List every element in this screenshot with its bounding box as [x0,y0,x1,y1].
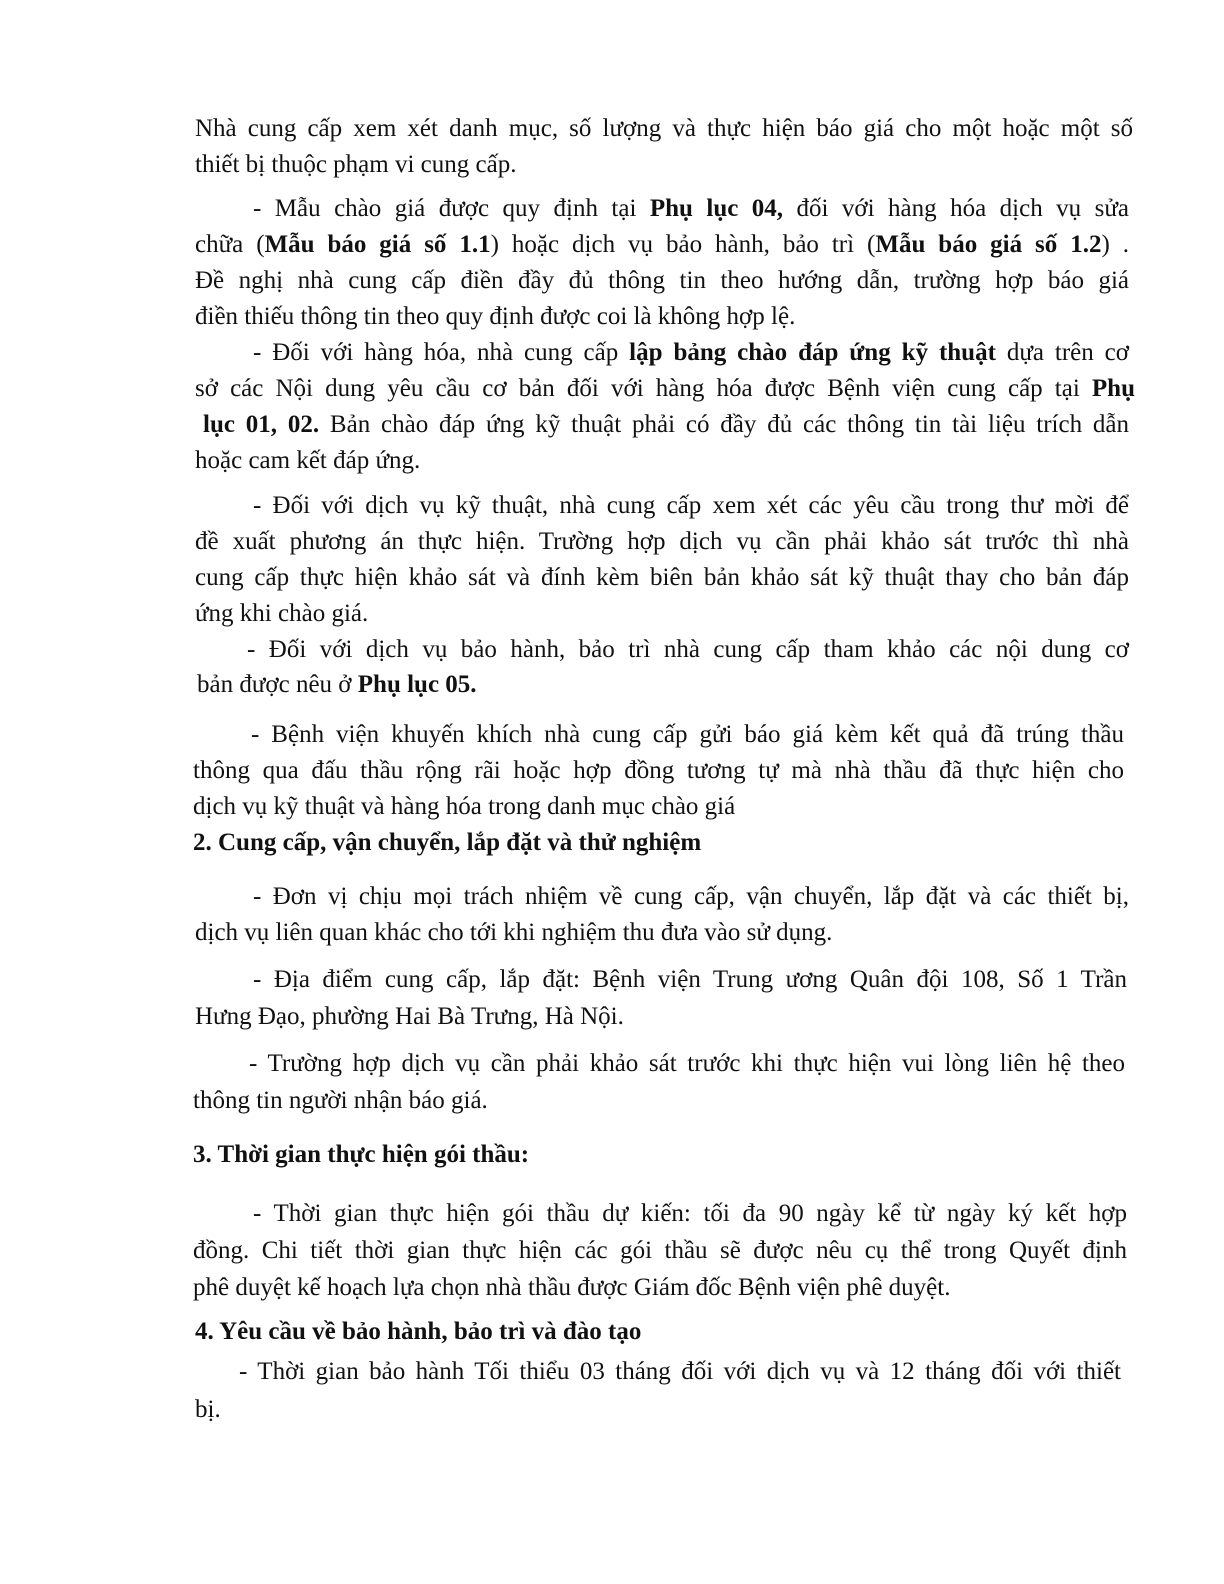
text: sở các Nội dung yêu cầu cơ bản đối với hàng hóa được Bệnh viện cung cấp tại [195,375,1092,402]
paragraph-line: Hưng Đạo, phường Hai Bà Trưng, Hà Nội. [195,1003,624,1030]
paragraph-line: dịch vụ kỹ thuật và hàng hóa trong danh mục chào giá [193,793,736,820]
paragraph-line: đề xuất phương án thực hiện. Trường hợp dịch vụ cần phải khảo sát trước thì nhà [195,528,1129,555]
text: chữa ( [195,231,265,258]
paragraph-line: phê duyệt kế hoạch lựa chọn nhà thầu được Giám đốc Bệnh viện phê duyệt. [193,1274,951,1301]
section-heading-4: 4. Yêu cầu về bảo hành, bảo trì và đào tạo [195,1318,642,1345]
paragraph-line: thiết bị thuộc phạm vi cung cấp. [195,151,517,178]
section-heading-3: 3. Thời gian thực hiện gói thầu: [193,1141,530,1168]
paragraph-line: cung cấp thực hiện khảo sát và đính kèm biên bản khảo sát kỹ thuật thay cho bản đáp [195,564,1129,591]
text: ) . [1101,231,1129,258]
bold-reference: lục 01, 02. [203,411,320,438]
paragraph-line [253,338,1129,368]
paragraph-line [197,670,477,700]
text: - Đối với hàng hóa, nhà cung cấp [253,339,630,366]
paragraph-line [195,374,1135,404]
paragraph-line: - Đối với dịch vụ bảo hành, bảo trì nhà cung cấp tham khảo các nội dung cơ [247,636,1129,663]
paragraph-line: - Đơn vị chịu mọi trách nhiệm về cung cấp, vận chuyển, lắp đặt và các thiết bị, [253,883,1129,910]
text: Bản chào đáp ứng kỹ thuật phải có đầy đủ các thông tin tài liệu trích dẫn [319,411,1130,438]
paragraph-line: - Thời gian bảo hành Tối thiểu 03 tháng đối với dịch vụ và 12 tháng đối với thiết [239,1358,1121,1385]
bold-reference: Phụ [1091,375,1135,402]
paragraph-line: Đề nghị nhà cung cấp điền đầy đủ thông tin theo hướng dẫn, trường hợp báo giá [195,267,1129,294]
paragraph-line: ứng khi chào giá. [195,600,369,627]
paragraph-line: điền thiếu thông tin theo quy định được coi là không hợp lệ. [195,303,796,330]
paragraph-line: thông tin người nhận báo giá. [193,1087,488,1114]
text: đối với hàng hóa dịch vụ sửa [783,195,1129,222]
bold-reference: Phụ lục 05. [357,671,477,698]
paragraph-line [253,194,1129,224]
paragraph-line [195,230,1129,260]
bold-emphasis: lập bảng chào đáp ứng kỹ thuật [629,339,996,366]
section-heading-2: 2. Cung cấp, vận chuyển, lắp đặt và thử nghiệm [193,829,702,856]
paragraph-line: - Trường hợp dịch vụ cần phải khảo sát trước khi thực hiện vui lòng liên hệ theo [249,1050,1125,1077]
paragraph-line: - Thời gian thực hiện gói thầu dự kiến: tối đa 90 ngày kể từ ngày ký kết hợp [253,1200,1127,1227]
bold-reference: Phụ lục 04, [649,195,784,222]
paragraph-line: đồng. Chi tiết thời gian thực hiện các gói thầu sẽ được nêu cụ thể trong Quyết định [193,1237,1127,1264]
paragraph-line: thông qua đấu thầu rộng rãi hoặc hợp đồng tương tự mà nhà thầu đã thực hiện cho [193,757,1124,784]
paragraph-line: - Đối với dịch vụ kỹ thuật, nhà cung cấp xem xét các yêu cầu trong thư mời để [253,492,1129,519]
text: ) hoặc dịch vụ bảo hành, bảo trì ( [490,231,876,258]
bold-reference: Mẫu báo giá số 1.1 [264,231,491,258]
bold-reference: Mẫu báo giá số 1.2 [875,231,1102,258]
paragraph-line: Nhà cung cấp xem xét danh mục, số lượng và thực hiện báo giá cho một hoặc một số [195,115,1133,142]
paragraph-line: - Bệnh viện khuyến khích nhà cung cấp gửi báo giá kèm kết quả đã trúng thầu [251,721,1124,748]
paragraph-line: - Địa điểm cung cấp, lắp đặt: Bệnh viện Trung ương Quân đội 108, Số 1 Trần [253,966,1127,993]
paragraph-line [203,410,1129,440]
text: bản được nêu ở [197,671,358,698]
paragraph-line: dịch vụ liên quan khác cho tới khi nghiệm thu đưa vào sử dụng. [195,919,833,946]
paragraph-line: hoặc cam kết đáp ứng. [195,447,421,474]
text: - Mẫu chào giá được quy định tại [253,195,650,222]
paragraph-line: bị. [195,1396,221,1423]
text: dựa trên cơ [995,339,1130,366]
